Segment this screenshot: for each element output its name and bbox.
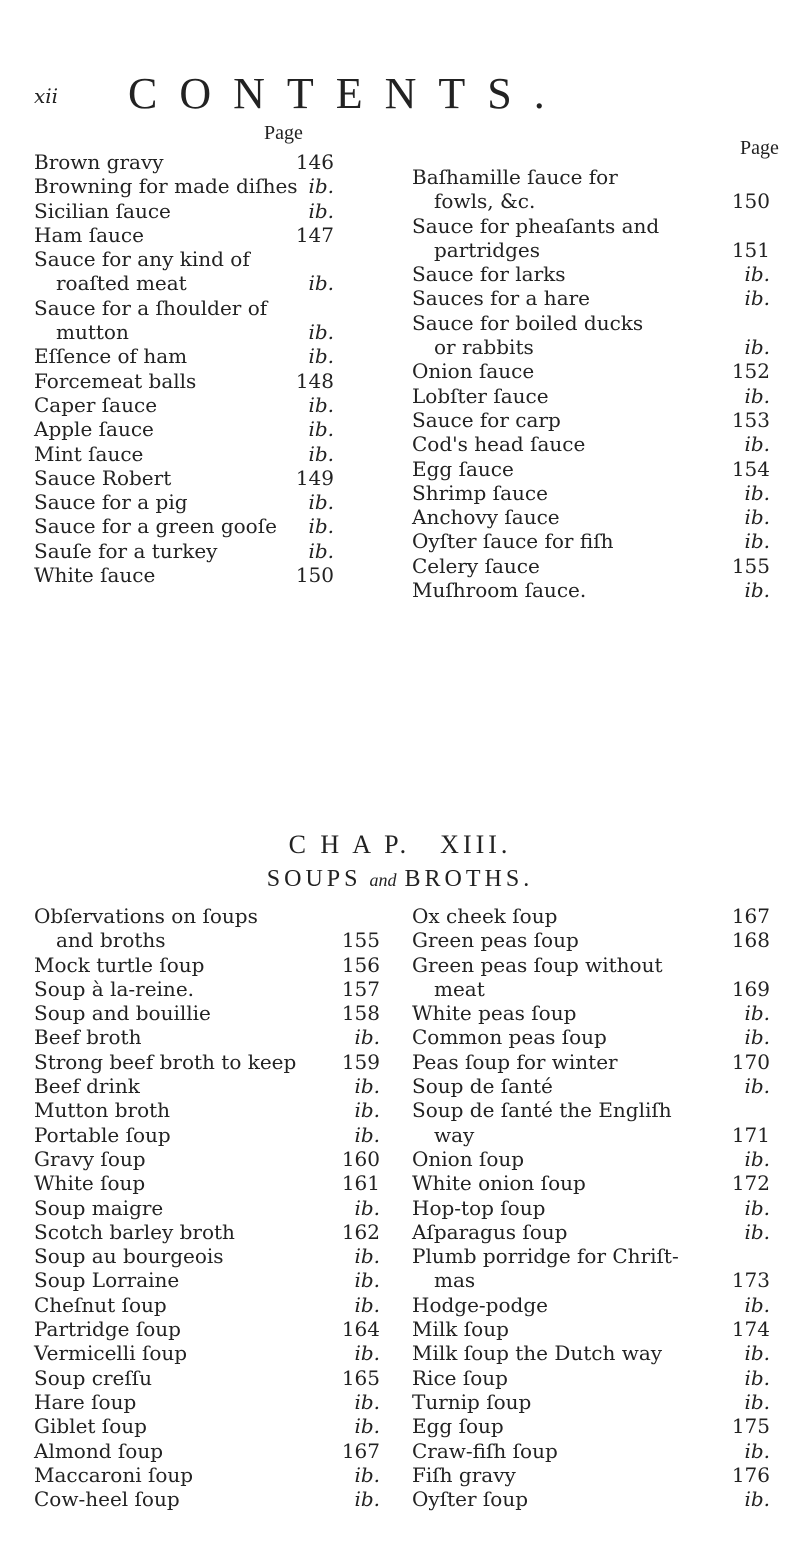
entry-title: Soup maigre [34, 1195, 164, 1220]
contents-entry [412, 1050, 770, 1074]
contents-column-top-left [34, 150, 334, 587]
entry-title: Onion ſoup [412, 1146, 525, 1171]
entry-page-number: 171 [731, 1122, 770, 1147]
contents-entry [34, 904, 380, 928]
entry-page-number: 150 [731, 189, 770, 214]
contents-entry [412, 1220, 770, 1244]
contents-entry [412, 1463, 770, 1487]
entry-page-number: 155 [341, 928, 380, 953]
entry-title: Strong beef broth to keep [34, 1049, 297, 1074]
entry-title: Soup and bouillie [34, 1001, 211, 1026]
contents-entry [34, 393, 334, 417]
entry-page-number: ib. [744, 1438, 770, 1463]
entry-page-number: ib. [354, 1244, 380, 1269]
contents-entry [34, 271, 334, 295]
entry-page-number: ib. [308, 198, 334, 223]
entry-page-number: ib. [744, 1195, 770, 1220]
contents-entry [34, 223, 334, 247]
entry-title: Ham ſauce [34, 222, 144, 247]
page-column-label-left: Page [264, 122, 303, 144]
entry-title: Shrimp ſauce [412, 480, 548, 505]
entry-title: Soup creſſu [34, 1365, 153, 1390]
entry-title: Lobſter ſauce [412, 383, 549, 408]
contents-entry [412, 189, 770, 213]
contents-entry [34, 466, 334, 490]
contents-entry [34, 199, 334, 223]
entry-page-number: ib. [308, 538, 334, 563]
entry-title: Soup à la-reine. [34, 976, 195, 1001]
entry-page-number: ib. [354, 1195, 380, 1220]
contents-entry [412, 1487, 770, 1511]
entry-page-number: 168 [731, 928, 770, 953]
entry-title: Egg ſauce [412, 456, 514, 481]
entry-title: Milk ſoup [412, 1317, 509, 1342]
entry-page-number: ib. [308, 174, 334, 199]
contents-entry [34, 150, 334, 174]
chapter-title-soups: SOUPS [266, 866, 362, 892]
entry-page-number: 173 [731, 1268, 770, 1293]
entry-title: Scotch barley broth [34, 1219, 235, 1244]
contents-entry [412, 165, 770, 189]
entry-page-number: ib. [744, 1146, 770, 1171]
contents-entry [34, 1463, 380, 1487]
entry-page-number: ib. [744, 1341, 770, 1366]
entry-page-number: ib. [308, 441, 334, 466]
chapter-title-broths: BROTHS. [404, 866, 534, 892]
contents-entry [34, 977, 380, 1001]
contents-entry [412, 1244, 770, 1268]
contents-entry [34, 1268, 380, 1292]
contents-entry [34, 1414, 380, 1438]
contents-entry [412, 578, 770, 602]
entry-page-number: 164 [341, 1317, 380, 1342]
entry-page-number: 159 [341, 1049, 380, 1074]
entry-title: Celery ſauce [412, 553, 540, 578]
entry-title: Soup Lorraine [34, 1268, 180, 1293]
contents-column-bottom-right [412, 904, 770, 1511]
entry-page-number: 175 [731, 1414, 770, 1439]
entry-page-number: 155 [731, 553, 770, 578]
entry-page-number: ib. [354, 1098, 380, 1123]
entry-title: White peas ſoup [412, 1001, 577, 1026]
entry-page-number: ib. [744, 432, 770, 457]
contents-entry [412, 1317, 770, 1341]
contents-entry [34, 1123, 380, 1147]
contents-entry [412, 1123, 770, 1147]
contents-entry [412, 311, 770, 335]
entry-title: Mock turtle ſoup [34, 952, 205, 977]
entry-page-number: 147 [295, 222, 334, 247]
entry-title: Brown gravy [34, 150, 164, 174]
contents-entry [34, 1341, 380, 1365]
entry-page-number: ib. [354, 1389, 380, 1414]
contents-entry [412, 408, 770, 432]
entry-page-number: 150 [295, 563, 334, 588]
contents-entry [412, 1147, 770, 1171]
entry-page-number: 151 [731, 237, 770, 262]
entry-page-number: ib. [308, 320, 334, 345]
entry-title: Sauce for carp [412, 407, 561, 432]
entry-title: Soup de ſanté the Engliſh [412, 1098, 672, 1123]
contents-entry [34, 174, 334, 198]
entry-title: and broths [56, 928, 166, 953]
contents-entry [34, 1220, 380, 1244]
entry-title: Vermicelli ſoup [34, 1341, 188, 1366]
contents-entry [412, 953, 770, 977]
contents-column-bottom-left [34, 904, 380, 1511]
entry-page-number: 154 [731, 456, 770, 481]
entry-title: Hodge-podge [412, 1292, 548, 1317]
entry-page-number: ib. [354, 1268, 380, 1293]
entry-page-number: ib. [744, 505, 770, 530]
contents-entry [34, 1001, 380, 1025]
contents-entry [412, 432, 770, 456]
entry-page-number: 174 [731, 1317, 770, 1342]
entry-page-number: 167 [731, 904, 770, 928]
entry-page-number: 152 [731, 359, 770, 384]
contents-entry [34, 1366, 380, 1390]
contents-entry [34, 490, 334, 514]
entry-title: Green peas ſoup [412, 928, 579, 953]
contents-entry [412, 238, 770, 262]
contents-entry [34, 344, 334, 368]
contents-entry [412, 262, 770, 286]
entry-title: Eſſence of ham [34, 344, 188, 369]
contents-entry [412, 1390, 770, 1414]
contents-entry [34, 247, 334, 271]
entry-title: Sauce for boiled ducks [412, 310, 644, 335]
entry-page-number: 149 [295, 465, 334, 490]
entry-title: Browning for made diſhes [34, 174, 298, 199]
entry-page-number: 165 [341, 1365, 380, 1390]
contents-entry [34, 514, 334, 538]
contents-entry [34, 320, 334, 344]
contents-entry [34, 1487, 380, 1511]
entry-title: Hare ſoup [34, 1389, 137, 1414]
chapter-title [0, 866, 800, 893]
page-header [0, 68, 800, 118]
contents-entry [412, 214, 770, 238]
entry-title: Mint ſauce [34, 441, 144, 466]
entry-title: Gravy ſoup [34, 1146, 146, 1171]
entry-page-number: 148 [295, 368, 334, 393]
contents-entry [412, 529, 770, 553]
entry-page-number: 158 [341, 1001, 380, 1026]
entry-page-number: 162 [341, 1219, 380, 1244]
contents-entry [34, 369, 334, 393]
entry-title: Caper ſauce [34, 392, 158, 417]
entry-title: Mutton broth [34, 1098, 171, 1123]
entry-page-number: ib. [744, 480, 770, 505]
contents-entry [34, 1293, 380, 1317]
entry-title: Peas ſoup for winter [412, 1049, 618, 1074]
entry-title: Sauce for larks [412, 262, 566, 287]
entry-page-number: ib. [354, 1074, 380, 1099]
entry-title: or rabbits [434, 335, 534, 360]
contents-entry [34, 442, 334, 466]
entry-page-number: ib. [354, 1414, 380, 1439]
entry-title: mas [434, 1268, 476, 1293]
entry-page-number: 169 [731, 976, 770, 1001]
entry-title: Portable ſoup [34, 1122, 171, 1147]
contents-entry [34, 1074, 380, 1098]
entry-page-number: ib. [744, 1365, 770, 1390]
entry-title: partridges [434, 237, 540, 262]
contents-column-top-right [412, 165, 770, 602]
entry-title: way [434, 1122, 475, 1147]
entry-title: Craw-fiſh ſoup [412, 1438, 558, 1463]
entry-title: Plumb porridge for Chriſt- [412, 1244, 679, 1269]
entry-page-number: ib. [354, 1341, 380, 1366]
entry-page-number: 153 [731, 407, 770, 432]
entry-page-number: ib. [744, 1074, 770, 1099]
contents-entry [412, 1098, 770, 1122]
entry-title: Aſparagus ſoup [412, 1219, 568, 1244]
contents-entry [412, 359, 770, 383]
entry-title: Sauſe for a turkey [34, 538, 218, 563]
entry-title: mutton [56, 320, 129, 345]
entry-title: Sauce Robert [34, 465, 172, 490]
entry-page-number: ib. [744, 1025, 770, 1050]
chapter-label: C H A P. [288, 830, 411, 859]
page-folio: xii [34, 84, 59, 108]
entry-page-number: ib. [744, 1219, 770, 1244]
entry-title: Oyſter ſoup [412, 1487, 529, 1512]
chapter-number: XIII. [440, 830, 512, 859]
contents-entry [412, 1196, 770, 1220]
contents-entry [412, 1293, 770, 1317]
entry-page-number: ib. [744, 578, 770, 603]
entry-title: Sauce for any kind of [34, 247, 250, 272]
entry-page-number: ib. [308, 392, 334, 417]
entry-page-number: ib. [354, 1025, 380, 1050]
contents-entry [412, 481, 770, 505]
entry-title: Milk ſoup the Dutch way [412, 1341, 663, 1366]
entry-title: Beef broth [34, 1025, 142, 1050]
entry-title: Partridge ſoup [34, 1317, 181, 1342]
contents-entry [412, 904, 770, 928]
contents-entry [34, 1098, 380, 1122]
entry-title: Sauce for a pig [34, 490, 188, 515]
entry-page-number: ib. [744, 335, 770, 360]
entry-page-number: ib. [744, 383, 770, 408]
entry-title: roaſted meat [56, 271, 187, 296]
entry-title: Sauce for pheaſants and [412, 213, 660, 238]
entry-page-number: 157 [341, 976, 380, 1001]
entry-page-number: ib. [744, 1292, 770, 1317]
entry-title: Apple ſauce [34, 417, 154, 442]
entry-page-number: ib. [354, 1487, 380, 1512]
entry-title: White onion ſoup [412, 1171, 586, 1196]
entry-title: Ox cheek ſoup [412, 904, 558, 928]
entry-title: Baſhamille ſauce for [412, 165, 618, 189]
entry-title: Giblet ſoup [34, 1414, 147, 1439]
entry-title: Almond ſoup [34, 1438, 164, 1463]
contents-entry [34, 1147, 380, 1171]
contents-entry [412, 1366, 770, 1390]
contents-entry [412, 977, 770, 1001]
entry-title: Soup de ſanté [412, 1074, 553, 1099]
entry-page-number: ib. [354, 1122, 380, 1147]
contents-entry [34, 1025, 380, 1049]
contents-entry [34, 1439, 380, 1463]
entry-page-number: 146 [295, 150, 334, 174]
contents-entry [412, 1414, 770, 1438]
running-title: CONTENTS. [128, 69, 567, 118]
contents-entry [34, 539, 334, 563]
entry-title: White ſoup [34, 1171, 146, 1196]
contents-entry [412, 1341, 770, 1365]
entry-title: Muſhroom ſauce. [412, 578, 587, 603]
chapter-heading [0, 830, 800, 860]
contents-entry [412, 1439, 770, 1463]
entry-page-number: ib. [744, 529, 770, 554]
entry-title: meat [434, 976, 485, 1001]
entry-title: Turnip ſoup [412, 1389, 532, 1414]
contents-entry [412, 1074, 770, 1098]
entry-page-number: ib. [308, 344, 334, 369]
entry-title: Beef drink [34, 1074, 140, 1099]
entry-title: Rice ſoup [412, 1365, 508, 1390]
entry-title: Egg ſoup [412, 1414, 504, 1439]
entry-title: Sauces for a hare [412, 286, 591, 311]
entry-page-number: 170 [731, 1049, 770, 1074]
contents-entry [34, 1317, 380, 1341]
entry-title: Sicilian ſauce [34, 198, 171, 223]
entry-title: White ſauce [34, 563, 156, 588]
contents-entry [412, 1268, 770, 1292]
entry-title: Cod's head ſauce [412, 432, 586, 457]
entry-title: Common peas ſoup [412, 1025, 607, 1050]
entry-page-number: ib. [354, 1462, 380, 1487]
contents-entry [412, 554, 770, 578]
entry-title: Forcemeat balls [34, 368, 197, 393]
contents-entry [34, 1390, 380, 1414]
contents-entry [34, 1171, 380, 1195]
contents-entry [412, 1001, 770, 1025]
entry-page-number: ib. [744, 286, 770, 311]
chapter-title-and: and [369, 870, 397, 890]
contents-entry [412, 928, 770, 952]
contents-entry [34, 953, 380, 977]
entry-title: Cow-heel ſoup [34, 1487, 180, 1512]
entry-page-number: ib. [308, 271, 334, 296]
entry-title: Anchovy ſauce [412, 505, 560, 530]
contents-entry [412, 1025, 770, 1049]
entry-page-number: 172 [731, 1171, 770, 1196]
contents-entry [34, 1050, 380, 1074]
contents-entry [412, 457, 770, 481]
contents-entry [412, 505, 770, 529]
entry-page-number: ib. [308, 514, 334, 539]
entry-page-number: ib. [308, 417, 334, 442]
contents-entry [34, 417, 334, 441]
entry-page-number: ib. [744, 1487, 770, 1512]
entry-page-number: ib. [744, 1389, 770, 1414]
entry-page-number: 176 [731, 1462, 770, 1487]
entry-page-number: ib. [354, 1292, 380, 1317]
entry-title: Fiſh gravy [412, 1462, 516, 1487]
contents-entry [412, 335, 770, 359]
entry-page-number: ib. [308, 490, 334, 515]
entry-title: fowls, &c. [434, 189, 536, 214]
entry-page-number: ib. [744, 262, 770, 287]
contents-entry [34, 563, 334, 587]
entry-title: Oyſter ſauce for fiſh [412, 529, 614, 554]
contents-entry [34, 928, 380, 952]
entry-title: Maccaroni ſoup [34, 1462, 194, 1487]
entry-title: Onion ſauce [412, 359, 535, 384]
entry-page-number: 160 [341, 1146, 380, 1171]
entry-title: Hop-top ſoup [412, 1195, 546, 1220]
entry-title: Green peas ſoup without [412, 952, 663, 977]
entry-title: Soup au bourgeois [34, 1244, 224, 1269]
contents-entry [34, 1196, 380, 1220]
contents-entry [34, 1244, 380, 1268]
entry-title: Cheſnut ſoup [34, 1292, 167, 1317]
entry-title: Obſervations on ſoups [34, 904, 258, 928]
entry-page-number: 167 [341, 1438, 380, 1463]
page-column-label-right: Page [740, 137, 779, 159]
contents-entry [412, 1171, 770, 1195]
entry-page-number: ib. [744, 1001, 770, 1026]
contents-entry [412, 384, 770, 408]
entry-title: Sauce for a green gooſe [34, 514, 277, 539]
entry-page-number: 156 [341, 952, 380, 977]
contents-entry [412, 286, 770, 310]
entry-title: Sauce for a ſhoulder of [34, 295, 268, 320]
contents-entry [34, 296, 334, 320]
entry-page-number: 161 [341, 1171, 380, 1196]
